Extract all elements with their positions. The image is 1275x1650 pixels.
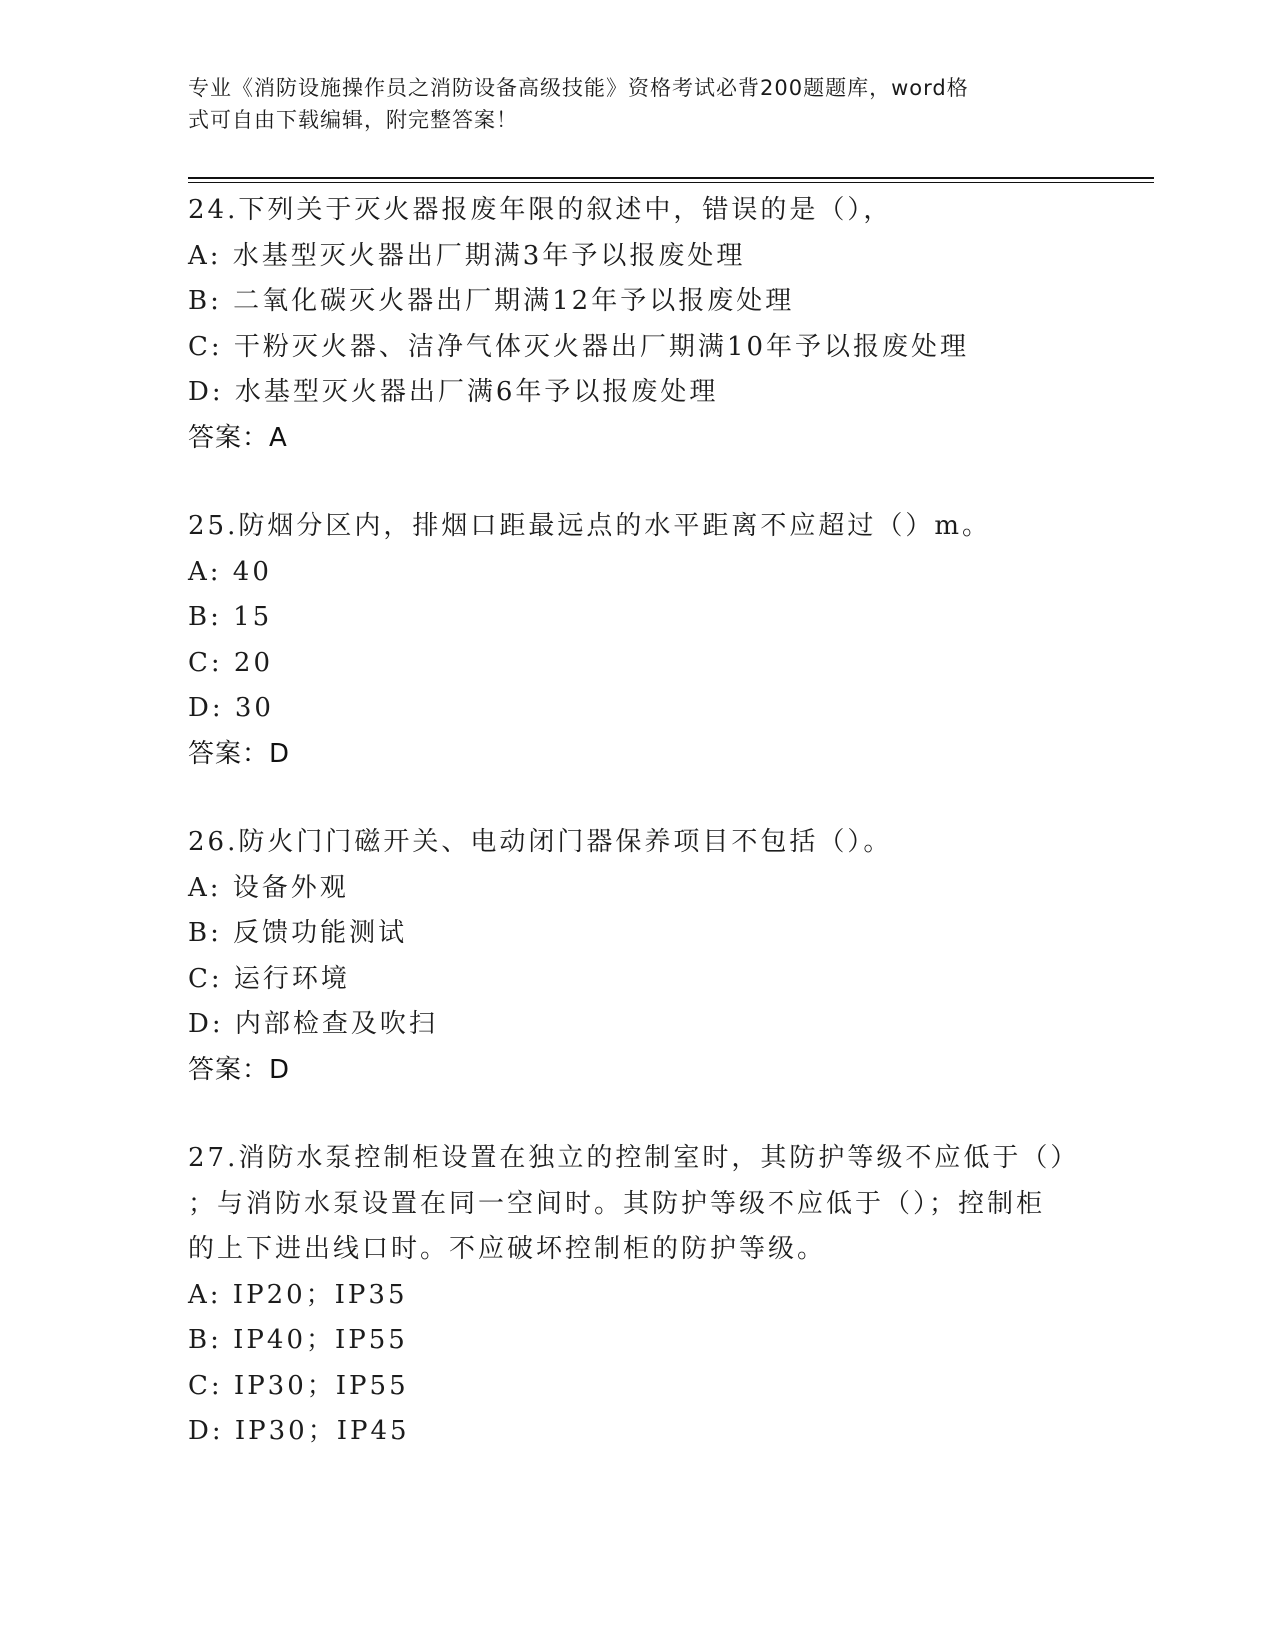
option-d: D: IP30；IP45 (188, 1416, 410, 1446)
document-header (188, 72, 1068, 136)
question-spacer (188, 1093, 1088, 1136)
header-divider-thin (188, 182, 1154, 183)
option-c: C: 干粉灭火器、洁净气体灭火器出厂期满10年予以报废处理 (188, 331, 970, 362)
option-c: C: 运行环境 (188, 963, 350, 994)
option-a: A: 水基型灭火器出厂期满3年予以报废处理 (188, 240, 746, 271)
question-26 (188, 820, 1088, 1093)
option-a: A: 设备外观 (188, 872, 349, 903)
option-c: C: IP30；IP55 (188, 1370, 409, 1401)
question-stem-line-3: 的上下进出线口时。不应破坏控制柜的防护等级。 (188, 1234, 827, 1264)
option-a: A: 40 (188, 556, 272, 587)
answer-label: 答案：D (188, 1054, 291, 1085)
header-line-1: 专业《消防设施操作员之消防设备高级技能》资格考试必背200题题库，word格 (188, 76, 969, 100)
option-a: A: IP20；IP35 (188, 1279, 408, 1310)
header-line-2: 式可自由下载编辑，附完整答案！ (188, 108, 518, 132)
question-stem: 24.下列关于灭火器报废年限的叙述中，错误的是（）， (188, 195, 893, 225)
question-stem: 25.防烟分区内，排烟口距最远点的水平距离不应超过（）m。 (188, 511, 992, 541)
option-b: B: 二氧化碳灭火器出厂期满12年予以报废处理 (188, 286, 795, 316)
question-stem: 26.防火门门磁开关、电动闭门器保养项目不包括（）。 (188, 827, 893, 857)
question-spacer (188, 461, 1088, 504)
question-24 (188, 188, 1088, 461)
option-b: B: 反馈功能测试 (188, 918, 408, 948)
question-27 (188, 1136, 1088, 1455)
option-d: D: 水基型灭火器出厂满6年予以报废处理 (188, 377, 719, 407)
question-25 (188, 504, 1088, 777)
question-stem-line-2: ；与消防水泵设置在同一空间时。其防护等级不应低于（）；控制柜 (188, 1188, 1046, 1219)
option-c: C: 20 (188, 647, 274, 678)
option-d: D: 内部检查及吹扫 (188, 1009, 438, 1039)
question-spacer (188, 777, 1088, 820)
answer-label: 答案：D (188, 738, 291, 769)
answer-label: 答案：A (188, 422, 288, 453)
question-list (188, 188, 1088, 1455)
header-divider-thick (188, 177, 1154, 179)
option-d: D: 30 (188, 693, 274, 723)
option-b: B: 15 (188, 602, 273, 632)
option-b: B: IP40；IP55 (188, 1325, 408, 1355)
question-stem-line-1: 27.消防水泵控制柜设置在独立的控制室时，其防护等级不应低于（） (188, 1143, 1080, 1173)
